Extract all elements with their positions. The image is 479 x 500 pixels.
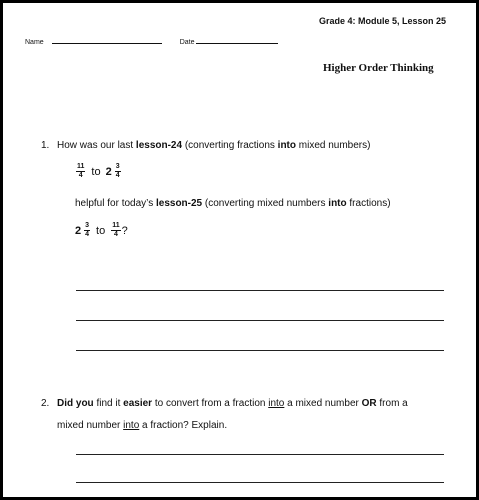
fraction xyxy=(115,163,121,180)
question-2-line-2 xyxy=(57,420,227,431)
q1-lesson-ref: lesson-25 xyxy=(155,198,203,209)
fraction xyxy=(111,222,120,239)
lesson-header: Grade 4: Module 5, Lesson 25 xyxy=(319,16,447,26)
denominator: 4 xyxy=(113,231,118,239)
q1-emphasis: into xyxy=(328,198,347,209)
question-1-line-2 xyxy=(75,198,391,209)
fraction xyxy=(76,163,85,180)
q1-text: (converting mixed numbers xyxy=(202,198,329,209)
numerator: 3 xyxy=(85,222,90,230)
whole-number: 2 xyxy=(105,165,112,178)
whole-number: 2 xyxy=(75,224,82,237)
answer-line[interactable] xyxy=(76,320,444,321)
numerator: 11 xyxy=(112,222,120,230)
q1-text: helpful for today’s xyxy=(75,198,156,209)
q2-text: a fraction? Explain. xyxy=(139,420,228,431)
example-1 xyxy=(75,163,122,181)
denominator: 4 xyxy=(78,172,83,180)
q1-lesson-ref: lesson-24 xyxy=(135,140,183,151)
q1-text: mixed numbers) xyxy=(296,140,371,151)
worksheet-page xyxy=(3,3,476,497)
q2-emphasis: you xyxy=(75,398,94,409)
q2-emphasis: easier xyxy=(123,398,153,409)
section-title: Higher Order Thinking xyxy=(323,62,434,74)
question-mark: ? xyxy=(121,224,128,237)
q1-text: (converting fractions xyxy=(182,140,278,151)
example-2 xyxy=(75,222,128,240)
name-label: Name xyxy=(25,39,44,46)
q2-text: to convert from a fraction xyxy=(152,398,269,409)
question-1-line-1 xyxy=(41,140,370,151)
q2-emphasis: OR xyxy=(361,398,377,409)
answer-line[interactable] xyxy=(76,350,444,351)
answer-line[interactable] xyxy=(76,454,444,455)
q2-text: from a xyxy=(376,398,408,409)
name-date-row xyxy=(25,36,278,46)
denominator: 4 xyxy=(115,172,120,180)
q2-text: find it xyxy=(93,398,124,409)
name-blank-line[interactable] xyxy=(52,36,162,44)
q2-underlined: into xyxy=(123,420,140,431)
question-2-line-1 xyxy=(41,398,408,409)
q1-text: How was our last xyxy=(57,140,136,151)
date-label: Date xyxy=(179,39,195,46)
q2-text: a mixed number xyxy=(284,398,362,409)
date-blank-line[interactable] xyxy=(196,36,278,44)
q2-emphasis: Did xyxy=(57,398,76,409)
question-2-number: 2. xyxy=(41,398,50,409)
numerator: 3 xyxy=(115,163,120,171)
fraction xyxy=(84,222,90,239)
answer-line[interactable] xyxy=(76,482,444,483)
answer-line[interactable] xyxy=(76,290,444,291)
to-word: to xyxy=(91,165,101,178)
q1-emphasis: into xyxy=(277,140,296,151)
q1-text: fractions) xyxy=(346,198,391,209)
numerator: 11 xyxy=(77,163,85,171)
q2-text: mixed number xyxy=(57,420,124,431)
denominator: 4 xyxy=(85,231,90,239)
q2-underlined: into xyxy=(268,398,285,409)
to-word: to xyxy=(96,224,106,237)
question-1-number: 1. xyxy=(41,140,50,151)
